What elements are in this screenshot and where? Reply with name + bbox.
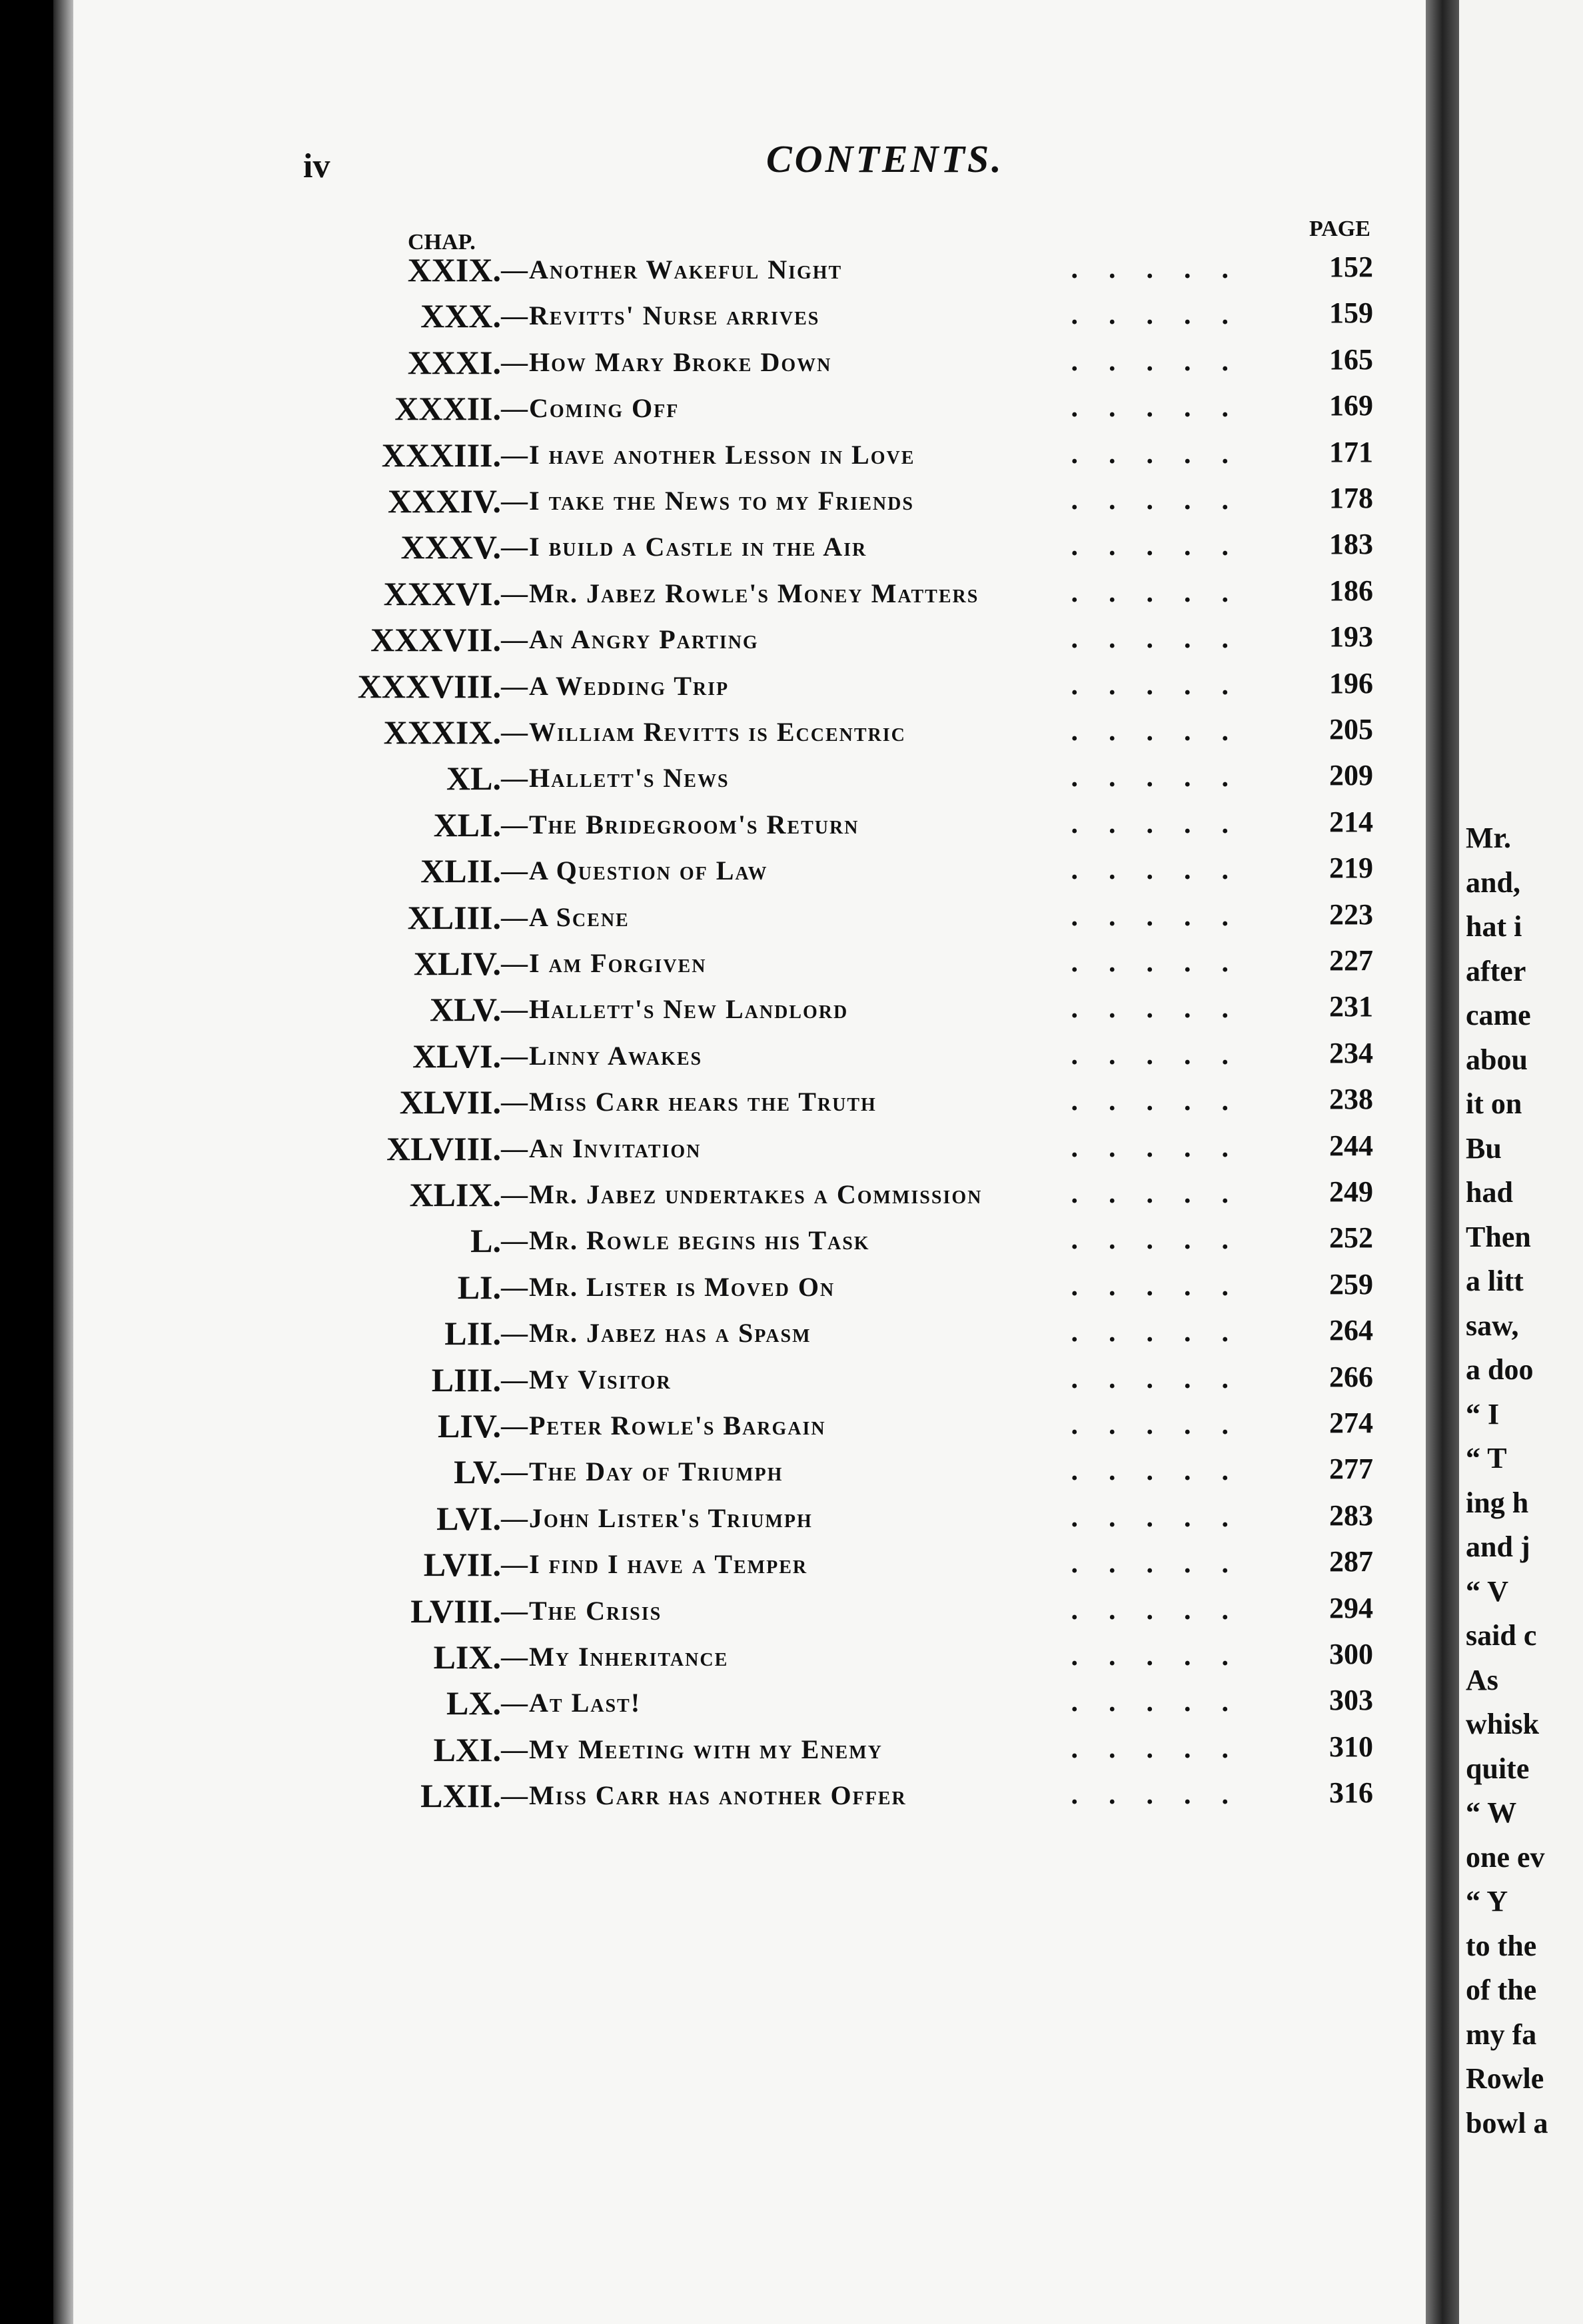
toc-entry bbox=[0, 1728, 1399, 1772]
page-number: 277 bbox=[1329, 1452, 1373, 1486]
chapter-numeral: XLIV. bbox=[413, 945, 501, 982]
page-number: 249 bbox=[1329, 1175, 1373, 1208]
chapter-title: —Mr. Jabez undertakes a Commission bbox=[501, 1179, 983, 1209]
chapter-title: —I build a Castle in the Air bbox=[501, 532, 867, 562]
chapter-title: —How Mary Broke Down bbox=[501, 346, 832, 377]
dot-leader: ..... bbox=[1071, 1039, 1259, 1071]
toc-entry bbox=[0, 386, 1399, 430]
dot-leader: ..... bbox=[1071, 1548, 1259, 1580]
toc-entry bbox=[0, 1080, 1399, 1124]
chapter-title: —John Lister's Triumph bbox=[501, 1502, 813, 1533]
page-number: 283 bbox=[1329, 1498, 1373, 1532]
page-number: 287 bbox=[1329, 1545, 1373, 1578]
facing-page-line: one ev bbox=[1466, 1840, 1545, 1874]
chapter-numeral: XXIX. bbox=[407, 251, 501, 289]
chapter-numeral: XLII. bbox=[420, 852, 501, 890]
chapter-title: —Hallett's News bbox=[501, 763, 730, 794]
chapter-title: —The Crisis bbox=[501, 1595, 662, 1626]
facing-page-line: quite bbox=[1466, 1752, 1530, 1785]
chapter-numeral: XXXVI. bbox=[383, 574, 501, 612]
chapter-numeral: XXXIV. bbox=[388, 482, 501, 520]
chapter-numeral: LIX. bbox=[433, 1638, 501, 1676]
page-number: 196 bbox=[1329, 666, 1373, 700]
toc-entry bbox=[0, 1496, 1399, 1540]
facing-page-line: my fa bbox=[1466, 2018, 1537, 2051]
toc-entry bbox=[0, 1173, 1399, 1217]
dot-leader: ..... bbox=[1071, 624, 1259, 655]
chapter-numeral: XXXIX. bbox=[383, 714, 501, 751]
toc-entry bbox=[0, 1358, 1399, 1402]
dot-leader: ..... bbox=[1071, 1132, 1259, 1163]
facing-page-line: whisk bbox=[1466, 1708, 1540, 1740]
toc-entry bbox=[0, 895, 1399, 939]
toc-entry bbox=[0, 756, 1399, 800]
facing-page-line: it on bbox=[1466, 1087, 1522, 1120]
chapter-title: —A Question of Law bbox=[501, 856, 768, 886]
dot-leader: ..... bbox=[1071, 1271, 1259, 1302]
chapter-title: —I have another Lesson in Love bbox=[501, 439, 915, 470]
toc-entry bbox=[0, 340, 1399, 384]
dot-leader: ..... bbox=[1071, 392, 1259, 424]
dot-leader: ..... bbox=[1071, 993, 1259, 1025]
dot-leader: ..... bbox=[1071, 947, 1259, 978]
chapter-title: —Mr. Lister is Moved On bbox=[501, 1271, 835, 1302]
page-number: 231 bbox=[1329, 990, 1373, 1023]
chapter-title: —A Scene bbox=[501, 901, 630, 932]
book-gutter bbox=[1426, 0, 1459, 2324]
chapter-numeral: XLIII. bbox=[407, 898, 501, 936]
dot-leader: ..... bbox=[1071, 254, 1259, 285]
page-number: 227 bbox=[1329, 944, 1373, 977]
chapter-numeral: L. bbox=[470, 1222, 501, 1260]
chapter-title: —My Meeting with my Enemy bbox=[501, 1734, 883, 1764]
chapter-numeral: XLVI. bbox=[412, 1037, 501, 1075]
toc-entry bbox=[0, 1542, 1399, 1586]
toc-entry bbox=[0, 479, 1399, 523]
toc-entry bbox=[0, 248, 1399, 292]
toc-entry bbox=[0, 1034, 1399, 1078]
chapter-title: —Mr. Jabez Rowle's Money Matters bbox=[501, 578, 979, 608]
toc-entry bbox=[0, 849, 1399, 893]
facing-page-line: and j bbox=[1466, 1530, 1530, 1563]
toc-entry bbox=[0, 1127, 1399, 1171]
chapter-title: —My Inheritance bbox=[501, 1642, 729, 1672]
facing-page-line: a litt bbox=[1466, 1265, 1524, 1297]
toc-entry bbox=[0, 803, 1399, 847]
folio-number: iv bbox=[303, 147, 330, 185]
toc-entry bbox=[0, 525, 1399, 569]
chapter-title: —A Wedding Trip bbox=[501, 670, 730, 701]
chapter-numeral: XLIX. bbox=[409, 1176, 501, 1213]
chapter-title: —William Revitts is Eccentric bbox=[501, 717, 906, 747]
chapter-title: —Mr. Rowle begins his Task bbox=[501, 1225, 870, 1256]
facing-page-line: said c bbox=[1466, 1619, 1537, 1652]
dot-leader: ..... bbox=[1071, 531, 1259, 562]
dot-leader: ..... bbox=[1071, 300, 1259, 331]
chapter-numeral: XXX. bbox=[420, 297, 501, 335]
page-number: 274 bbox=[1329, 1407, 1373, 1439]
dot-leader: ..... bbox=[1071, 1086, 1259, 1117]
chapter-numeral: LVI. bbox=[436, 1499, 501, 1537]
chapter-numeral: XXXI. bbox=[407, 343, 501, 381]
chapter-numeral: LXI. bbox=[433, 1730, 501, 1768]
chapter-title: —Peter Rowle's Bargain bbox=[501, 1411, 826, 1441]
page-number: 205 bbox=[1329, 713, 1373, 746]
page-number: 178 bbox=[1329, 482, 1373, 514]
chapter-title: —An Angry Parting bbox=[501, 624, 759, 655]
facing-page-line: abou bbox=[1466, 1043, 1528, 1076]
toc-entry bbox=[0, 1450, 1399, 1494]
chapter-numeral: LX. bbox=[446, 1684, 501, 1722]
page-number: 244 bbox=[1329, 1129, 1373, 1162]
facing-page-line: a doo bbox=[1466, 1353, 1534, 1386]
chapter-title: —My Visitor bbox=[501, 1364, 672, 1395]
toc-entry bbox=[0, 664, 1399, 708]
toc-entry bbox=[0, 987, 1399, 1031]
toc-entry bbox=[0, 1265, 1399, 1309]
dot-leader: ..... bbox=[1071, 1780, 1259, 1811]
facing-page-line: Then bbox=[1466, 1220, 1531, 1253]
chapter-title: —Coming Off bbox=[501, 393, 680, 424]
page-number: 159 bbox=[1329, 296, 1373, 330]
dot-leader: ..... bbox=[1071, 1410, 1259, 1441]
facing-page-line: “ T bbox=[1466, 1442, 1507, 1474]
chapter-title: —Miss Carr has another Offer bbox=[501, 1780, 907, 1811]
facing-page-line: had bbox=[1466, 1176, 1513, 1209]
dot-leader: ..... bbox=[1071, 762, 1259, 794]
column-header-chap: CHAP. bbox=[408, 230, 476, 255]
facing-page-line: “ Y bbox=[1466, 1885, 1508, 1918]
chapter-numeral: XLVII. bbox=[399, 1083, 501, 1121]
page-number: 259 bbox=[1329, 1267, 1373, 1301]
chapter-title: —At Last! bbox=[501, 1688, 642, 1718]
running-head: CONTENTS. bbox=[766, 137, 1004, 181]
chapter-title: —Linny Awakes bbox=[501, 1040, 703, 1071]
dot-leader: ..... bbox=[1071, 1641, 1259, 1672]
chapter-numeral: LIII. bbox=[431, 1361, 501, 1399]
toc-entry bbox=[0, 1774, 1399, 1818]
facing-page-line: Rowle bbox=[1466, 2062, 1544, 2095]
chapter-numeral: XXXV. bbox=[400, 528, 501, 566]
page-number: 238 bbox=[1329, 1083, 1373, 1116]
toc-entry bbox=[0, 1589, 1399, 1633]
page-number: 234 bbox=[1329, 1036, 1373, 1069]
page-number: 152 bbox=[1329, 251, 1373, 283]
dot-leader: ..... bbox=[1071, 1179, 1259, 1209]
chapter-numeral: LXII. bbox=[420, 1777, 501, 1815]
dot-leader: ..... bbox=[1071, 855, 1259, 886]
facing-page bbox=[1459, 0, 1583, 2324]
dot-leader: ..... bbox=[1071, 438, 1259, 470]
facing-page-line: bowl a bbox=[1466, 2106, 1548, 2139]
chapter-title: —I find I have a Temper bbox=[501, 1549, 808, 1580]
toc-entry bbox=[0, 1635, 1399, 1679]
page-number: 165 bbox=[1329, 342, 1373, 376]
chapter-numeral: LV. bbox=[454, 1453, 501, 1491]
page-number: 209 bbox=[1329, 759, 1373, 792]
dot-leader: ..... bbox=[1071, 1733, 1259, 1764]
page-number: 316 bbox=[1329, 1776, 1373, 1810]
chapter-numeral: XXXIII. bbox=[381, 436, 501, 474]
facing-page-line: Mr. bbox=[1466, 822, 1512, 854]
chapter-title: —I take the News to my Friends bbox=[501, 486, 914, 516]
dot-leader: ..... bbox=[1071, 1225, 1259, 1256]
chapter-title: —Miss Carr hears the Truth bbox=[501, 1087, 877, 1117]
page-number: 300 bbox=[1329, 1638, 1373, 1670]
column-header-page: PAGE bbox=[1309, 217, 1370, 241]
chapter-title: —An Invitation bbox=[501, 1133, 702, 1163]
facing-page-line: “ W bbox=[1466, 1796, 1517, 1829]
chapter-numeral: XXXVIII. bbox=[357, 667, 501, 705]
dot-leader: ..... bbox=[1071, 1456, 1259, 1487]
chapter-numeral: LI. bbox=[457, 1268, 501, 1306]
page-number: 266 bbox=[1329, 1360, 1373, 1393]
page-number: 223 bbox=[1329, 897, 1373, 931]
dot-leader: ..... bbox=[1071, 716, 1259, 747]
chapter-numeral: XLV. bbox=[429, 991, 501, 1029]
dot-leader: ..... bbox=[1071, 1502, 1259, 1533]
facing-page-line: hat i bbox=[1466, 910, 1522, 943]
dot-leader: ..... bbox=[1071, 1594, 1259, 1626]
chapter-numeral: LII. bbox=[444, 1315, 501, 1353]
chapter-numeral: LIV. bbox=[438, 1407, 501, 1445]
dot-leader: ..... bbox=[1071, 808, 1259, 840]
page-number: 183 bbox=[1329, 528, 1373, 561]
page-number: 303 bbox=[1329, 1684, 1373, 1717]
facing-page-line: came bbox=[1466, 999, 1531, 1031]
page-number: 294 bbox=[1329, 1591, 1373, 1624]
page-number: 252 bbox=[1329, 1221, 1373, 1255]
dot-leader: ..... bbox=[1071, 346, 1259, 377]
page-number: 186 bbox=[1329, 574, 1373, 607]
toc-entry bbox=[0, 1681, 1399, 1725]
chapter-numeral: XXXVII. bbox=[370, 621, 501, 659]
chapter-title: —The Day of Triumph bbox=[501, 1456, 784, 1487]
facing-page-line: to the bbox=[1466, 1929, 1537, 1962]
dot-leader: ..... bbox=[1071, 485, 1259, 516]
facing-page-line: and, bbox=[1466, 866, 1520, 899]
chapter-numeral: XXXII. bbox=[394, 390, 501, 428]
page-number: 193 bbox=[1329, 620, 1373, 654]
facing-page-line: of the bbox=[1466, 1974, 1537, 2006]
page-number: 219 bbox=[1329, 852, 1373, 885]
facing-page-line: “ I bbox=[1466, 1397, 1500, 1431]
toc-entry bbox=[0, 572, 1399, 616]
chapter-title: —Hallett's New Landlord bbox=[501, 994, 849, 1025]
chapter-numeral: XLI. bbox=[433, 806, 501, 844]
dot-leader: ..... bbox=[1071, 1363, 1259, 1395]
chapter-numeral: LVIII. bbox=[410, 1592, 501, 1630]
toc-entry bbox=[0, 1219, 1399, 1263]
facing-page-line: saw, bbox=[1466, 1309, 1519, 1342]
toc-entry bbox=[0, 1404, 1399, 1448]
dot-leader: ..... bbox=[1071, 1317, 1259, 1349]
facing-page-line: As bbox=[1466, 1663, 1498, 1696]
facing-page-line: after bbox=[1466, 954, 1526, 987]
page-number: 264 bbox=[1329, 1314, 1373, 1347]
chapter-title: —Revitts' Nurse arrives bbox=[501, 300, 820, 331]
chapter-title: —Another Wakeful Night bbox=[501, 255, 843, 285]
page-number: 169 bbox=[1329, 389, 1373, 422]
facing-page-line: ing h bbox=[1466, 1486, 1529, 1519]
chapter-numeral: LVII. bbox=[423, 1546, 501, 1584]
dot-leader: ..... bbox=[1071, 577, 1259, 608]
page-number: 310 bbox=[1329, 1730, 1373, 1763]
chapter-title: —I am Forgiven bbox=[501, 948, 707, 978]
dot-leader: ..... bbox=[1071, 670, 1259, 701]
dot-leader: ..... bbox=[1071, 901, 1259, 932]
chapter-numeral: XL. bbox=[446, 760, 501, 798]
chapter-title: —Mr. Jabez has a Spasm bbox=[501, 1318, 811, 1349]
toc-entry bbox=[0, 618, 1399, 662]
dot-leader: ..... bbox=[1071, 1687, 1259, 1718]
toc-entry bbox=[0, 710, 1399, 754]
toc-entry bbox=[0, 433, 1399, 477]
facing-page-line: “ V bbox=[1466, 1574, 1508, 1608]
page-number: 171 bbox=[1329, 435, 1373, 468]
toc-entry bbox=[0, 941, 1399, 985]
chapter-numeral: XLVIII. bbox=[386, 1129, 501, 1167]
page-number: 214 bbox=[1329, 805, 1373, 838]
chapter-title: —The Bridegroom's Return bbox=[501, 809, 859, 840]
facing-page-line: Bu bbox=[1466, 1131, 1502, 1165]
toc-entry bbox=[0, 294, 1399, 338]
toc-entry bbox=[0, 1311, 1399, 1355]
